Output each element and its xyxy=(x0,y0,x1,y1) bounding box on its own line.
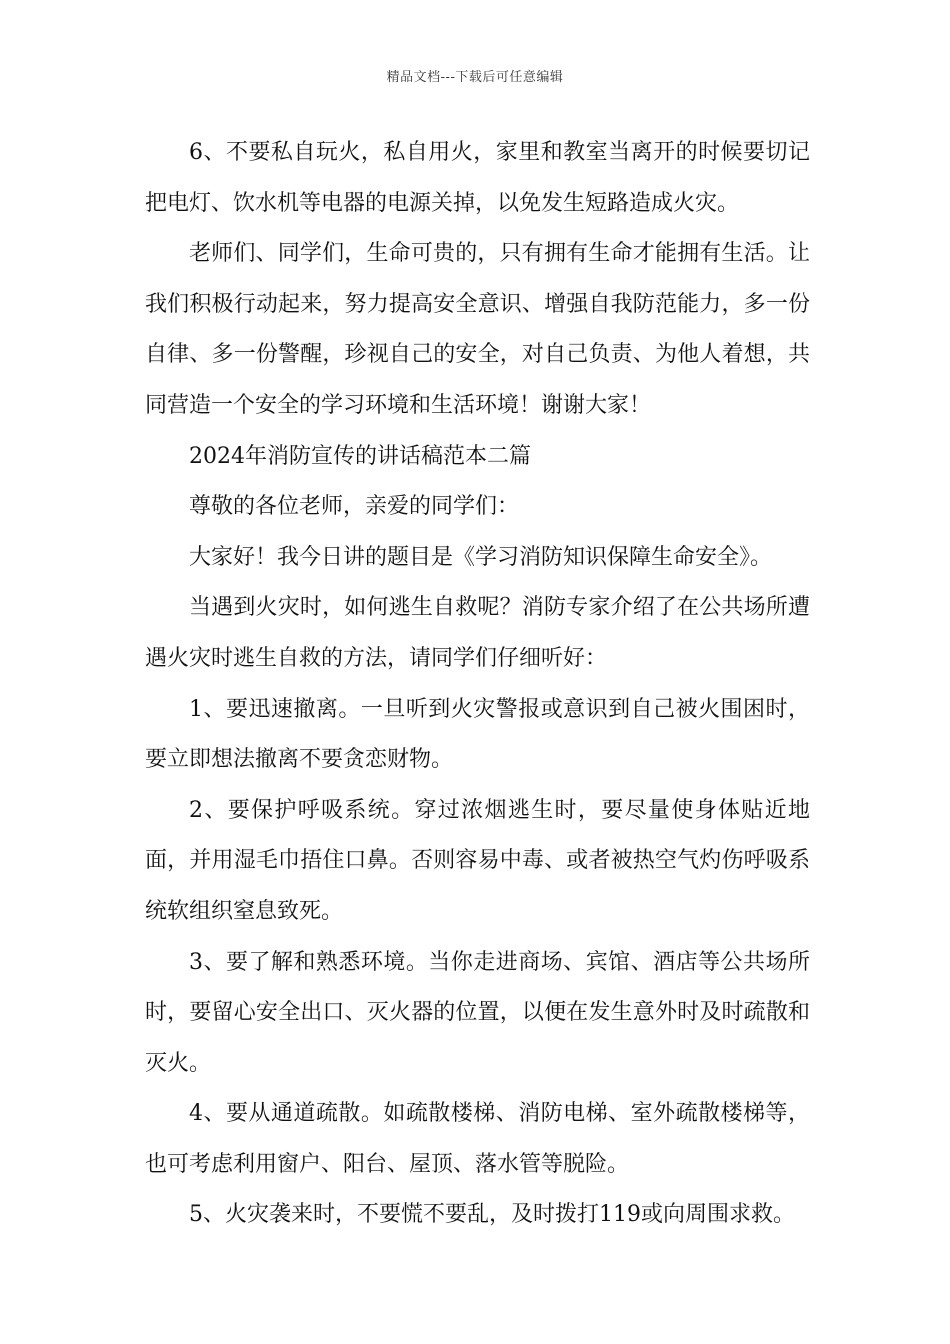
list-item: 4、要从通道疏散。如疏散楼梯、消防电梯、室外疏散楼梯等，也可考虑利用窗户、阳台、屋顶、落水管等脱险。 xyxy=(145,1101,810,1177)
list-item: 5、火灾袭来时，不要慌不要乱，及时拨打119或向周围求救。 xyxy=(189,1202,795,1228)
list-item: 2、要保护呼吸系统。穿过浓烟逃生时，要尽量使身体贴近地面，并用湿毛巾捂住口鼻。否则容易中毒、或者被热空气灼伤呼吸系统软组织窒息致死。 xyxy=(145,797,810,924)
paragraph: 6、不要私自玩火，私自用火，家里和教室当离开的时候要切记把电灯、饮水机等电器的电源关掉，以免发生短路造成火灾。 xyxy=(145,140,810,216)
salutation: 尊敬的各位老师，亲爱的同学们： xyxy=(189,494,520,520)
page-header: 精品文档---下载后可任意编辑 xyxy=(386,70,564,85)
list-item: 1、要迅速撤离。一旦听到火灾警报或意识到自己被火围困时，要立即想法撤离不要贪恋财物。 xyxy=(145,696,810,773)
paragraph: 大家好！我今日讲的题目是《学习消防知识保障生命安全》。 xyxy=(189,544,773,570)
section-title: 2024年消防宣传的讲话稿范本二篇 xyxy=(189,443,531,469)
paragraph: 当遇到火灾时，如何逃生自救呢？消防专家介绍了在公共场所遭遇火灾时逃生自救的方法，请同学们仔细听好： xyxy=(145,595,810,671)
paragraph: 老师们、同学们，生命可贵的，只有拥有生命才能拥有生活。让我们积极行动起来，努力提高安全意识、增强自我防范能力，多一份自律、多一份警醒，珍视自己的安全，对自己负责、为他人着想，共同营造一个安全的学习环境和生活环境！谢谢大家！ xyxy=(145,241,810,418)
document-body xyxy=(145,128,810,1241)
list-item: 3、要了解和熟悉环境。当你走进商场、宾馆、酒店等公共场所时，要留心安全出口、灭火器的位置，以便在发生意外时及时疏散和灭火。 xyxy=(145,949,810,1076)
